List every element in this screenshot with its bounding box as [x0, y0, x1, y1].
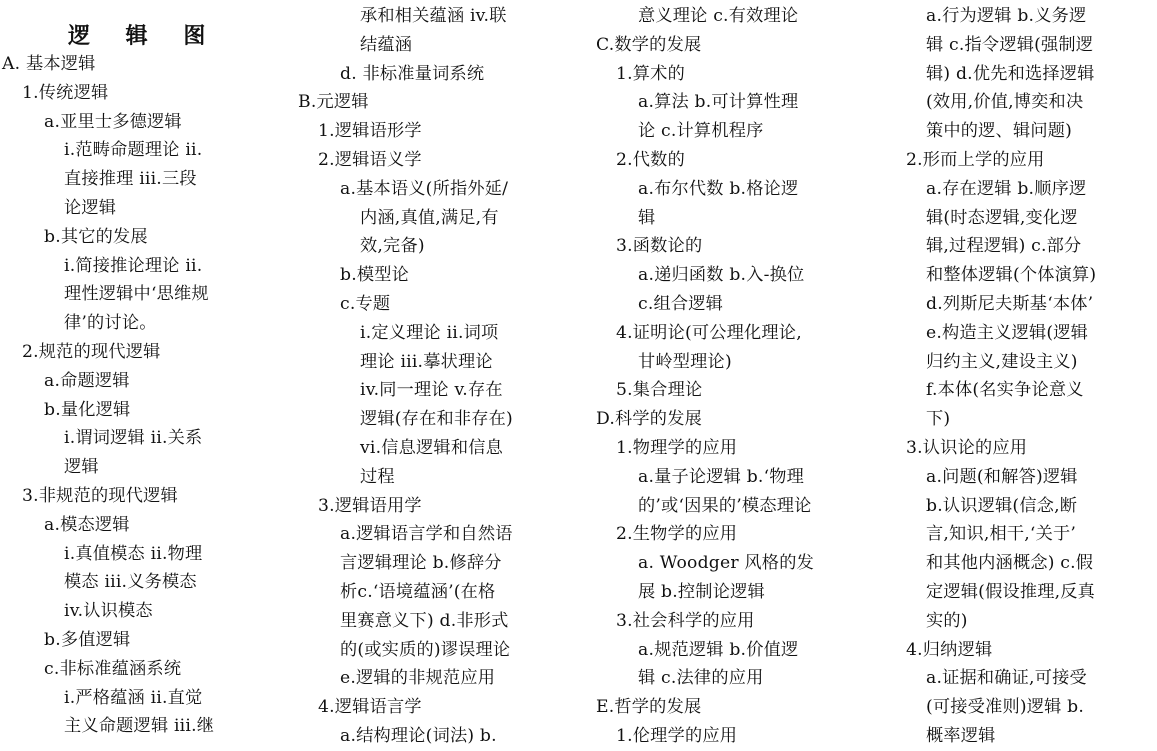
outline-line: 2.生物学的应用 [616, 524, 738, 545]
outline-line: 论 c.计算机程序 [638, 121, 764, 142]
outline-line: a.模态逻辑 [44, 514, 130, 535]
outline-line: 直接推理 iii.三段 [64, 169, 197, 190]
outline-line: 1.传统逻辑 [22, 82, 109, 103]
outline-line: c.专题 [340, 293, 391, 314]
outline-line: 效,完备) [360, 236, 425, 257]
outline-line: 辑,过程逻辑) c.部分 [926, 236, 1082, 257]
outline-line: 3.逻辑语用学 [318, 495, 422, 516]
outline-line: 逻辑 [64, 457, 99, 478]
outline-line: 2.规范的现代逻辑 [22, 341, 161, 362]
outline-line: 意义理论 c.有效理论 [638, 6, 799, 26]
outline-line: 辑 [638, 207, 656, 228]
outline-line: i.谓词逻辑 ii.关系 [64, 428, 203, 449]
outline-line: d.列斯尼夫斯基‘本体’ [926, 293, 1094, 314]
outline-line: b.认识逻辑(信念,断 [926, 495, 1078, 516]
outline-line: a.量子论逻辑 b.‘物理 [638, 466, 805, 487]
outline-line: 和其他内涵概念) c.假 [926, 553, 1094, 574]
outline-line: 1.算术的 [616, 63, 685, 84]
outline-line: vi.信息逻辑和信息 [360, 437, 503, 458]
outline-line: 5.集合理论 [616, 380, 703, 401]
outline-line: C.数学的发展 [596, 34, 702, 55]
outline-line: 3.社会科学的应用 [616, 610, 755, 631]
outline-line: a.亚里士多德逻辑 [44, 111, 182, 132]
column-4 [906, 2, 1156, 751]
outline-line: a.存在逻辑 b.顺序逻 [926, 178, 1087, 199]
outline-line: B.元逻辑 [298, 92, 369, 113]
outline-line: D.科学的发展 [596, 409, 702, 430]
outline-line: 实的) [926, 610, 968, 631]
outline-line: 概率逻辑 [926, 725, 996, 746]
outline-line: 辑(时态逻辑,变化逻 [926, 207, 1078, 228]
column-3 [596, 2, 896, 751]
outline-line: 策中的逻、辑问题) [926, 121, 1073, 142]
outline-line: i.严格蕴涵 ii.直觉 [64, 687, 203, 708]
outline-line: 的’或‘因果的’模态理论 [638, 495, 812, 516]
outline-line: E.哲学的发展 [596, 697, 702, 718]
outline-line: 里赛意义下) d.非形式 [340, 610, 509, 631]
outline-line: a.证据和确证,可接受 [926, 668, 1087, 689]
outline-line: 过程 [360, 466, 395, 487]
outline-line: 言逻辑理论 b.修辞分 [340, 553, 502, 574]
outline-line: (可接受准则)逻辑 b. [926, 697, 1085, 718]
column-4-lines [906, 2, 1156, 751]
outline-line: 2.逻辑语义学 [318, 149, 422, 170]
column-1-lines [2, 50, 272, 741]
outline-line: 辑 c.法律的应用 [638, 668, 764, 689]
outline-line: 逻辑(存在和非存在) [360, 409, 513, 430]
outline-line: 理论 iii.摹状理论 [360, 351, 493, 372]
column-3-lines [596, 2, 896, 751]
outline-line: b.量化逻辑 [44, 399, 131, 420]
outline-line: 论逻辑 [64, 197, 117, 218]
outline-line: 定逻辑(假设推理,反真 [926, 581, 1096, 602]
outline-line: 4.归纳逻辑 [906, 639, 993, 660]
outline-line: a.算法 b.可计算性理 [638, 92, 799, 113]
outline-line: 1.物理学的应用 [616, 437, 738, 458]
outline-line: 2.形而上学的应用 [906, 149, 1045, 170]
outline-line: 3.认识论的应用 [906, 437, 1028, 458]
outline-line: 2.代数的 [616, 149, 685, 170]
outline-line: 析c.‘语境蕴涵’(在格 [340, 581, 496, 602]
outline-line: 1.逻辑语形学 [318, 121, 422, 142]
outline-line: a. Woodger 风格的发 [638, 553, 814, 574]
outline-line: a.布尔代数 b.格论逻 [638, 178, 799, 199]
outline-line: a.命题逻辑 [44, 370, 130, 391]
outline-line: 律’的讨论。 [64, 313, 157, 334]
outline-line: 3.函数论的 [616, 236, 703, 257]
outline-line: 模态 iii.义务模态 [64, 572, 197, 593]
outline-line: 结蕴涵 [360, 34, 413, 55]
outline-line: i.定义理论 ii.词项 [360, 322, 499, 343]
outline-line: 4.逻辑语言学 [318, 697, 422, 718]
outline-line: c.组合逻辑 [638, 293, 724, 314]
outline-line: A. 基本逻辑 [2, 54, 96, 74]
outline-line: 甘岭型理论) [638, 351, 732, 372]
outline-line: 内涵,真值,满足,有 [360, 207, 499, 228]
outline-line: 辑 c.指令逻辑(强制逻 [926, 34, 1094, 55]
outline-line: 主义命题逻辑 iii.继 [64, 716, 215, 737]
outline-line: 4.证明论(可公理化理论, [616, 322, 802, 343]
outline-line: 言,知识,相干,‘关于’ [926, 524, 1077, 545]
outline-line: 归约主义,建设主义) [926, 351, 1078, 372]
outline-line: b.多值逻辑 [44, 629, 131, 650]
column-1 [2, 2, 272, 741]
outline-line: b.其它的发展 [44, 226, 148, 247]
outline-line: 展 b.控制论逻辑 [638, 581, 765, 602]
outline-line: f.本体(名实争论意义 [926, 380, 1084, 401]
outline-line: d. 非标准量词系统 [340, 63, 485, 84]
outline-line: iv.同一理论 v.存在 [360, 380, 503, 401]
outline-line: 的(或实质的)谬误理论 [340, 639, 511, 660]
outline-line: a.递归函数 b.入-换位 [638, 265, 805, 286]
outline-line: 承和相关蕴涵 iv.联 [360, 6, 507, 26]
outline-line: 理性逻辑中‘思维规 [64, 284, 209, 305]
outline-line: e.构造主义逻辑(逻辑 [926, 322, 1089, 343]
outline-line: (效用,价值,博奕和决 [926, 92, 1084, 113]
column-2-lines [298, 2, 588, 751]
outline-line: a.问题(和解答)逻辑 [926, 466, 1078, 487]
column-2 [298, 2, 588, 751]
outline-line: i.真值模态 ii.物理 [64, 543, 203, 564]
outline-line: 3.非规范的现代逻辑 [22, 485, 178, 506]
outline-line: a.规范逻辑 b.价值逻 [638, 639, 799, 660]
outline-line: i.简接推论理论 ii. [64, 255, 203, 276]
outline-line: a.逻辑语言学和自然语 [340, 524, 513, 545]
outline-line: i.范畴命题理论 ii. [64, 140, 203, 161]
outline-line: a.行为逻辑 b.义务逻 [926, 6, 1087, 26]
page-title: 逻 辑 图 [68, 23, 220, 49]
outline-line: a.基本语义(所指外延/ [340, 178, 509, 199]
outline-line: 下) [926, 409, 951, 430]
outline-line: 辑) d.优先和选择逻辑 [926, 63, 1095, 84]
outline-line: b.模型论 [340, 265, 410, 286]
outline-line: iv.认识模态 [64, 601, 153, 622]
outline-line: c.非标准蕴涵系统 [44, 658, 182, 679]
outline-line: 1.伦理学的应用 [616, 725, 738, 746]
outline-line: 和整体逻辑(个体演算) [926, 265, 1097, 286]
outline-line: e.逻辑的非规范应用 [340, 668, 496, 689]
outline-line: a.结构理论(词法) b. [340, 725, 497, 746]
